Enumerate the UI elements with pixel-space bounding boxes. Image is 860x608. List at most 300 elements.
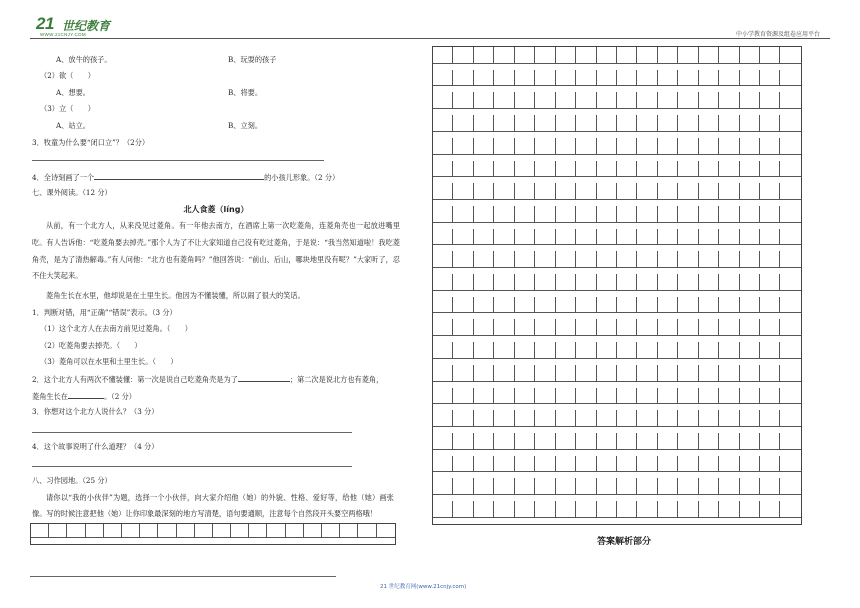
grid-cell[interactable] [377, 524, 395, 538]
grid-cell[interactable] [453, 456, 473, 473]
grid-cell[interactable] [740, 251, 760, 268]
grid-cell[interactable] [433, 365, 453, 382]
grid-cell[interactable] [494, 274, 514, 291]
grid-cell[interactable] [617, 70, 637, 87]
grid-cell[interactable] [515, 501, 535, 518]
grid-cell[interactable] [494, 161, 514, 178]
grid-cell[interactable] [597, 229, 617, 246]
grid-cell[interactable] [780, 433, 800, 450]
grid-cell[interactable] [658, 297, 678, 314]
grid-cell[interactable] [760, 183, 780, 200]
grid-cell[interactable] [556, 229, 576, 246]
grid-cell[interactable] [474, 274, 494, 291]
grid-cell[interactable] [67, 524, 85, 538]
grid-cell[interactable] [760, 365, 780, 382]
grid-cell[interactable] [617, 388, 637, 405]
grid-cell[interactable] [658, 47, 678, 64]
grid-cell[interactable] [637, 410, 657, 427]
grid-cell[interactable] [576, 161, 596, 178]
grid-cell[interactable] [556, 388, 576, 405]
grid-cell[interactable] [453, 229, 473, 246]
grid-cell[interactable] [515, 342, 535, 359]
grid-cell[interactable] [617, 365, 637, 382]
grid-cell[interactable] [535, 206, 555, 223]
grid-cell[interactable] [637, 319, 657, 336]
grid-cell[interactable] [556, 183, 576, 200]
grid-cell[interactable] [576, 138, 596, 155]
grid-cell[interactable] [780, 115, 800, 132]
grid-cell[interactable] [494, 319, 514, 336]
grid-cell[interactable] [31, 524, 49, 538]
grid-cell[interactable] [740, 47, 760, 64]
grid-cell[interactable] [780, 251, 800, 268]
grid-cell[interactable] [699, 92, 719, 109]
grid-cell[interactable] [474, 501, 494, 518]
grid-cell[interactable] [617, 501, 637, 518]
grid-cell[interactable] [474, 342, 494, 359]
grid-cell[interactable] [494, 115, 514, 132]
grid-cell[interactable] [699, 274, 719, 291]
grid-cell[interactable] [637, 388, 657, 405]
grid-cell[interactable] [515, 478, 535, 495]
grid-cell[interactable] [453, 319, 473, 336]
grid-cell[interactable] [780, 501, 800, 518]
grid-cell[interactable] [576, 229, 596, 246]
grid-cell[interactable] [453, 183, 473, 200]
grid-cell[interactable] [740, 410, 760, 427]
grid-cell[interactable] [86, 524, 104, 538]
grid-cell[interactable] [556, 47, 576, 64]
grid-cell[interactable] [678, 70, 698, 87]
grid-cell[interactable] [699, 365, 719, 382]
grid-cell[interactable] [597, 388, 617, 405]
grid-cell[interactable] [740, 297, 760, 314]
grid-cell[interactable] [678, 251, 698, 268]
grid-cell[interactable] [719, 206, 739, 223]
grid-cell[interactable] [780, 183, 800, 200]
grid-cell[interactable] [678, 501, 698, 518]
grid-cell[interactable] [617, 161, 637, 178]
grid-cell[interactable] [535, 365, 555, 382]
grid-cell[interactable] [597, 70, 617, 87]
grid-cell[interactable] [474, 161, 494, 178]
grid-cell[interactable] [597, 161, 617, 178]
grid-cell[interactable] [494, 47, 514, 64]
grid-cell[interactable] [740, 183, 760, 200]
grid-cell[interactable] [719, 319, 739, 336]
grid-cell[interactable] [433, 92, 453, 109]
grid-cell[interactable] [740, 229, 760, 246]
grid-cell[interactable] [780, 319, 800, 336]
grid-cell[interactable] [494, 365, 514, 382]
grid-cell[interactable] [699, 251, 719, 268]
grid-cell[interactable] [453, 206, 473, 223]
grid-cell[interactable] [658, 70, 678, 87]
grid-cell[interactable] [658, 92, 678, 109]
grid-cell[interactable] [535, 274, 555, 291]
grid-cell[interactable] [576, 501, 596, 518]
grid-cell[interactable] [637, 433, 657, 450]
grid-cell[interactable] [719, 229, 739, 246]
grid-cell[interactable] [760, 92, 780, 109]
grid-cell[interactable] [494, 410, 514, 427]
grid-cell[interactable] [678, 183, 698, 200]
grid-cell[interactable] [699, 138, 719, 155]
grid-cell[interactable] [433, 388, 453, 405]
grid-cell[interactable] [433, 138, 453, 155]
grid-cell[interactable] [760, 206, 780, 223]
grid-cell[interactable] [658, 115, 678, 132]
grid-cell[interactable] [699, 183, 719, 200]
grid-cell[interactable] [597, 297, 617, 314]
grid-cell[interactable] [617, 115, 637, 132]
grid-cell[interactable] [433, 206, 453, 223]
grid-cell[interactable] [719, 274, 739, 291]
grid-cell[interactable] [678, 206, 698, 223]
grid-cell[interactable] [637, 456, 657, 473]
grid-cell[interactable] [474, 70, 494, 87]
grid-cell[interactable] [535, 342, 555, 359]
grid-cell[interactable] [597, 92, 617, 109]
grid-cell[interactable] [617, 138, 637, 155]
grid-cell[interactable] [617, 229, 637, 246]
grid-cell[interactable] [433, 274, 453, 291]
grid-cell[interactable] [474, 115, 494, 132]
grid-cell[interactable] [494, 138, 514, 155]
grid-cell[interactable] [719, 410, 739, 427]
grid-cell[interactable] [453, 342, 473, 359]
grid-cell[interactable] [780, 410, 800, 427]
grid-cell[interactable] [158, 524, 176, 538]
grid-cell[interactable] [719, 47, 739, 64]
grid-cell[interactable] [719, 388, 739, 405]
grid-cell[interactable] [699, 70, 719, 87]
grid-cell[interactable] [433, 229, 453, 246]
grid-cell[interactable] [556, 365, 576, 382]
grid-cell[interactable] [122, 524, 140, 538]
grid-cell[interactable] [637, 274, 657, 291]
grid-cell[interactable] [453, 365, 473, 382]
grid-cell[interactable] [637, 92, 657, 109]
grid-cell[interactable] [556, 92, 576, 109]
grid-cell[interactable] [617, 92, 637, 109]
grid-cell[interactable] [474, 478, 494, 495]
grid-cell[interactable] [699, 501, 719, 518]
grid-cell[interactable] [535, 410, 555, 427]
grid-cell[interactable] [719, 92, 739, 109]
grid-cell[interactable] [556, 478, 576, 495]
grid-cell[interactable] [474, 388, 494, 405]
grid-cell[interactable] [556, 433, 576, 450]
grid-cell[interactable] [678, 319, 698, 336]
grid-cell[interactable] [453, 501, 473, 518]
writing-grid-small[interactable] [30, 523, 396, 545]
answer-blank[interactable] [94, 172, 264, 180]
grid-cell[interactable] [515, 92, 535, 109]
grid-cell[interactable] [535, 138, 555, 155]
grid-cell[interactable] [760, 161, 780, 178]
grid-cell[interactable] [433, 319, 453, 336]
grid-cell[interactable] [474, 206, 494, 223]
grid-cell[interactable] [719, 115, 739, 132]
grid-cell[interactable] [719, 297, 739, 314]
grid-cell[interactable] [617, 251, 637, 268]
grid-cell[interactable] [658, 433, 678, 450]
grid-cell[interactable] [678, 478, 698, 495]
grid-cell[interactable] [597, 365, 617, 382]
grid-cell[interactable] [515, 206, 535, 223]
grid-cell[interactable] [678, 456, 698, 473]
grid-cell[interactable] [678, 410, 698, 427]
grid-cell[interactable] [474, 433, 494, 450]
grid-cell[interactable] [231, 524, 249, 538]
grid-cell[interactable] [556, 456, 576, 473]
grid-cell[interactable] [699, 229, 719, 246]
grid-cell[interactable] [780, 297, 800, 314]
grid-cell[interactable] [535, 70, 555, 87]
grid-cell[interactable] [597, 138, 617, 155]
grid-cell[interactable] [494, 501, 514, 518]
grid-cell[interactable] [177, 524, 195, 538]
grid-cell[interactable] [597, 206, 617, 223]
grid-cell[interactable] [740, 92, 760, 109]
grid-cell[interactable] [556, 206, 576, 223]
grid-cell[interactable] [515, 297, 535, 314]
grid-cell[interactable] [740, 501, 760, 518]
grid-cell[interactable] [494, 206, 514, 223]
grid-cell[interactable] [658, 183, 678, 200]
grid-cell[interactable] [760, 388, 780, 405]
grid-cell[interactable] [535, 433, 555, 450]
grid-cell[interactable] [699, 206, 719, 223]
grid-cell[interactable] [760, 251, 780, 268]
grid-cell[interactable] [719, 251, 739, 268]
grid-cell[interactable] [515, 274, 535, 291]
grid-cell[interactable] [515, 456, 535, 473]
grid-cell[interactable] [433, 161, 453, 178]
grid-cell[interactable] [760, 47, 780, 64]
grid-cell[interactable] [597, 251, 617, 268]
answer-blank[interactable] [238, 374, 290, 382]
grid-cell[interactable] [576, 456, 596, 473]
grid-cell[interactable] [699, 388, 719, 405]
grid-cell[interactable] [637, 183, 657, 200]
grid-cell[interactable] [474, 365, 494, 382]
grid-cell[interactable] [535, 47, 555, 64]
grid-cell[interactable] [433, 115, 453, 132]
grid-cell[interactable] [286, 524, 304, 538]
grid-cell[interactable] [637, 342, 657, 359]
grid-cell[interactable] [576, 92, 596, 109]
grid-cell[interactable] [494, 456, 514, 473]
grid-cell[interactable] [740, 456, 760, 473]
grid-cell[interactable] [780, 92, 800, 109]
grid-cell[interactable] [515, 319, 535, 336]
grid-cell[interactable] [617, 342, 637, 359]
grid-cell[interactable] [597, 274, 617, 291]
writing-grid-large[interactable] [432, 46, 802, 525]
grid-cell[interactable] [597, 319, 617, 336]
grid-cell[interactable] [494, 92, 514, 109]
grid-cell[interactable] [719, 70, 739, 87]
grid-cell[interactable] [780, 161, 800, 178]
grid-cell[interactable] [597, 342, 617, 359]
grid-cell[interactable] [740, 342, 760, 359]
grid-cell[interactable] [453, 92, 473, 109]
grid-cell[interactable] [535, 388, 555, 405]
grid-cell[interactable] [637, 478, 657, 495]
grid-cell[interactable] [494, 251, 514, 268]
grid-cell[interactable] [678, 115, 698, 132]
grid-cell[interactable] [494, 70, 514, 87]
grid-cell[interactable] [515, 47, 535, 64]
grid-cell[interactable] [678, 433, 698, 450]
grid-cell[interactable] [535, 92, 555, 109]
grid-cell[interactable] [658, 388, 678, 405]
grid-cell[interactable] [637, 115, 657, 132]
grid-cell[interactable] [515, 183, 535, 200]
grid-cell[interactable] [597, 410, 617, 427]
grid-cell[interactable] [760, 342, 780, 359]
grid-cell[interactable] [637, 229, 657, 246]
grid-cell[interactable] [658, 161, 678, 178]
grid-cell[interactable] [453, 161, 473, 178]
grid-cell[interactable] [453, 70, 473, 87]
grid-cell[interactable] [576, 274, 596, 291]
grid-cell[interactable] [637, 138, 657, 155]
grid-cell[interactable] [453, 138, 473, 155]
grid-cell[interactable] [637, 70, 657, 87]
grid-cell[interactable] [719, 501, 739, 518]
grid-cell[interactable] [637, 251, 657, 268]
grid-cell[interactable] [719, 433, 739, 450]
grid-cell[interactable] [515, 70, 535, 87]
grid-cell[interactable] [433, 478, 453, 495]
grid-cell[interactable] [740, 138, 760, 155]
grid-cell[interactable] [433, 251, 453, 268]
grid-cell[interactable] [597, 478, 617, 495]
grid-cell[interactable] [249, 524, 267, 538]
grid-cell[interactable] [535, 115, 555, 132]
grid-cell[interactable] [597, 456, 617, 473]
grid-cell[interactable] [658, 342, 678, 359]
grid-cell[interactable] [740, 70, 760, 87]
grid-cell[interactable] [658, 365, 678, 382]
grid-cell[interactable] [556, 70, 576, 87]
grid-cell[interactable] [340, 524, 358, 538]
grid-cell[interactable] [678, 274, 698, 291]
grid-cell[interactable] [658, 501, 678, 518]
grid-cell[interactable] [760, 501, 780, 518]
grid-cell[interactable] [658, 410, 678, 427]
grid-cell[interactable] [760, 297, 780, 314]
grid-cell[interactable] [719, 183, 739, 200]
grid-cell[interactable] [678, 297, 698, 314]
grid-cell[interactable] [515, 115, 535, 132]
grid-cell[interactable] [576, 70, 596, 87]
grid-cell[interactable] [515, 388, 535, 405]
grid-cell[interactable] [760, 433, 780, 450]
grid-cell[interactable] [453, 115, 473, 132]
grid-cell[interactable] [474, 410, 494, 427]
grid-cell[interactable] [658, 456, 678, 473]
grid-cell[interactable] [535, 161, 555, 178]
grid-cell[interactable] [699, 297, 719, 314]
grid-cell[interactable] [780, 456, 800, 473]
grid-cell[interactable] [474, 229, 494, 246]
grid-cell[interactable] [637, 365, 657, 382]
grid-cell[interactable] [494, 388, 514, 405]
grid-cell[interactable] [699, 47, 719, 64]
grid-cell[interactable] [678, 388, 698, 405]
grid-cell[interactable] [576, 206, 596, 223]
grid-cell[interactable] [780, 138, 800, 155]
grid-cell[interactable] [740, 478, 760, 495]
grid-cell[interactable] [699, 478, 719, 495]
grid-cell[interactable] [494, 478, 514, 495]
grid-cell[interactable] [637, 47, 657, 64]
grid-cell[interactable] [760, 410, 780, 427]
grid-cell[interactable] [556, 161, 576, 178]
grid-cell[interactable] [453, 410, 473, 427]
grid-cell[interactable] [535, 229, 555, 246]
grid-cell[interactable] [576, 183, 596, 200]
grid-cell[interactable] [474, 92, 494, 109]
grid-cell[interactable] [760, 456, 780, 473]
grid-cell[interactable] [658, 251, 678, 268]
grid-cell[interactable] [780, 206, 800, 223]
grid-cell[interactable] [433, 501, 453, 518]
answer-blank[interactable] [68, 391, 104, 399]
grid-cell[interactable] [433, 410, 453, 427]
grid-cell[interactable] [780, 229, 800, 246]
grid-cell[interactable] [617, 319, 637, 336]
grid-cell[interactable] [453, 388, 473, 405]
grid-cell[interactable] [576, 251, 596, 268]
grid-cell[interactable] [678, 342, 698, 359]
grid-cell[interactable] [304, 524, 322, 538]
grid-cell[interactable] [515, 251, 535, 268]
grid-cell[interactable] [617, 456, 637, 473]
grid-cell[interactable] [617, 47, 637, 64]
grid-cell[interactable] [433, 47, 453, 64]
grid-cell[interactable] [699, 433, 719, 450]
grid-cell[interactable] [597, 501, 617, 518]
grid-cell[interactable] [535, 478, 555, 495]
grid-cell[interactable] [719, 478, 739, 495]
grid-cell[interactable] [556, 319, 576, 336]
grid-cell[interactable] [576, 47, 596, 64]
grid-cell[interactable] [658, 274, 678, 291]
grid-cell[interactable] [474, 183, 494, 200]
grid-cell[interactable] [433, 183, 453, 200]
grid-cell[interactable] [556, 297, 576, 314]
grid-cell[interactable] [474, 319, 494, 336]
grid-cell[interactable] [780, 388, 800, 405]
grid-cell[interactable] [556, 274, 576, 291]
grid-cell[interactable] [433, 70, 453, 87]
grid-cell[interactable] [780, 342, 800, 359]
grid-cell[interactable] [740, 365, 760, 382]
grid-cell[interactable] [617, 206, 637, 223]
grid-cell[interactable] [740, 388, 760, 405]
grid-cell[interactable] [576, 433, 596, 450]
grid-cell[interactable] [740, 433, 760, 450]
grid-cell[interactable] [678, 229, 698, 246]
grid-cell[interactable] [699, 342, 719, 359]
grid-cell[interactable] [515, 433, 535, 450]
grid-cell[interactable] [433, 297, 453, 314]
